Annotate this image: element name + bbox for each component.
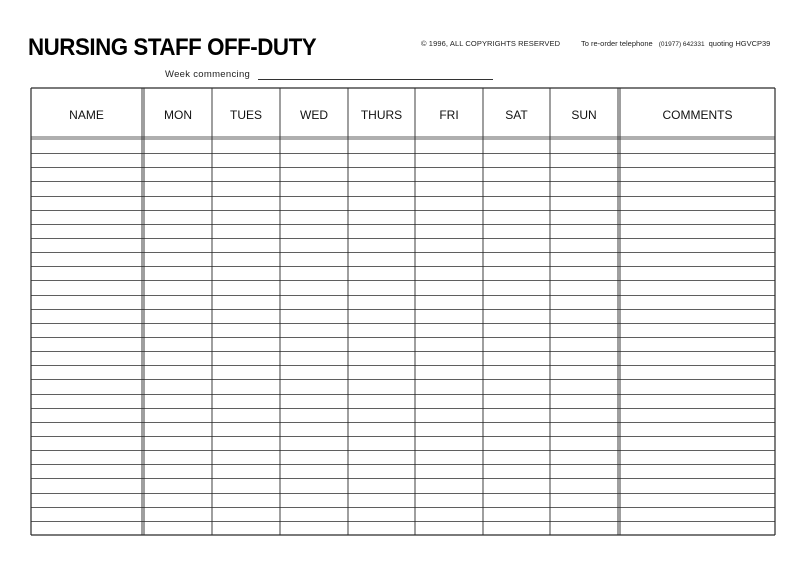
cell-fri[interactable]	[416, 522, 482, 534]
cell-comments[interactable]	[619, 253, 774, 265]
cell-thurs[interactable]	[349, 168, 414, 180]
cell-thurs[interactable]	[349, 338, 414, 350]
cell-thurs[interactable]	[349, 324, 414, 336]
cell-sun[interactable]	[551, 508, 617, 520]
cell-sat[interactable]	[484, 296, 549, 308]
cell-comments[interactable]	[619, 324, 774, 336]
cell-thurs[interactable]	[349, 310, 414, 322]
column-header-mon: MON	[164, 108, 192, 122]
cell-sun[interactable]	[551, 197, 617, 209]
cell-sun[interactable]	[551, 338, 617, 350]
cell-name[interactable]	[32, 352, 141, 364]
cell-thurs[interactable]	[349, 451, 414, 463]
cell-name[interactable]	[32, 479, 141, 491]
cell-mon[interactable]	[143, 423, 211, 435]
cell-tues[interactable]	[213, 281, 279, 293]
cell-name[interactable]	[32, 267, 141, 279]
cell-tues[interactable]	[213, 239, 279, 251]
cell-comments[interactable]	[619, 380, 774, 392]
cell-sat[interactable]	[484, 253, 549, 265]
cell-name[interactable]	[32, 225, 141, 237]
cell-comments[interactable]	[619, 451, 774, 463]
cell-sat[interactable]	[484, 140, 549, 152]
cell-sat[interactable]	[484, 338, 549, 350]
cell-wed[interactable]	[281, 324, 347, 336]
cell-name[interactable]	[32, 465, 141, 477]
cell-name[interactable]	[32, 168, 141, 180]
reorder-quote: quoting HGVCP39	[708, 39, 771, 48]
cell-thurs[interactable]	[349, 395, 414, 407]
cell-name[interactable]	[32, 508, 141, 520]
cell-fri[interactable]	[416, 197, 482, 209]
cell-sun[interactable]	[551, 352, 617, 364]
cell-thurs[interactable]	[349, 508, 414, 520]
cell-wed[interactable]	[281, 154, 347, 166]
cell-mon[interactable]	[143, 211, 211, 223]
cell-thurs[interactable]	[349, 140, 414, 152]
cell-fri[interactable]	[416, 508, 482, 520]
cell-tues[interactable]	[213, 494, 279, 506]
cell-wed[interactable]	[281, 239, 347, 251]
cell-sat[interactable]	[484, 451, 549, 463]
cell-fri[interactable]	[416, 465, 482, 477]
cell-sun[interactable]	[551, 423, 617, 435]
cell-fri[interactable]	[416, 296, 482, 308]
cell-mon[interactable]	[143, 465, 211, 477]
cell-name[interactable]	[32, 409, 141, 421]
column-header-name: NAME	[69, 108, 104, 122]
cell-comments[interactable]	[619, 423, 774, 435]
cell-name[interactable]	[32, 253, 141, 265]
cell-wed[interactable]	[281, 451, 347, 463]
cell-comments[interactable]	[619, 508, 774, 520]
cell-sun[interactable]	[551, 296, 617, 308]
cell-name[interactable]	[32, 140, 141, 152]
cell-mon[interactable]	[143, 225, 211, 237]
cell-fri[interactable]	[416, 366, 482, 378]
cell-thurs[interactable]	[349, 423, 414, 435]
cell-wed[interactable]	[281, 508, 347, 520]
cell-mon[interactable]	[143, 197, 211, 209]
cell-tues[interactable]	[213, 154, 279, 166]
cell-sun[interactable]	[551, 310, 617, 322]
cell-tues[interactable]	[213, 366, 279, 378]
cell-sat[interactable]	[484, 239, 549, 251]
cell-comments[interactable]	[619, 409, 774, 421]
cell-thurs[interactable]	[349, 281, 414, 293]
cell-sun[interactable]	[551, 267, 617, 279]
cell-thurs[interactable]	[349, 267, 414, 279]
cell-name[interactable]	[32, 211, 141, 223]
cell-wed[interactable]	[281, 140, 347, 152]
cell-fri[interactable]	[416, 380, 482, 392]
cell-wed[interactable]	[281, 211, 347, 223]
cell-thurs[interactable]	[349, 253, 414, 265]
cell-sat[interactable]	[484, 522, 549, 534]
cell-wed[interactable]	[281, 366, 347, 378]
cell-sat[interactable]	[484, 324, 549, 336]
cell-wed[interactable]	[281, 197, 347, 209]
cell-comments[interactable]	[619, 225, 774, 237]
cell-comments[interactable]	[619, 366, 774, 378]
cell-mon[interactable]	[143, 409, 211, 421]
cell-thurs[interactable]	[349, 239, 414, 251]
cell-comments[interactable]	[619, 479, 774, 491]
cell-sun[interactable]	[551, 395, 617, 407]
cell-sun[interactable]	[551, 154, 617, 166]
cell-tues[interactable]	[213, 253, 279, 265]
cell-sun[interactable]	[551, 479, 617, 491]
cell-wed[interactable]	[281, 380, 347, 392]
cell-thurs[interactable]	[349, 154, 414, 166]
cell-thurs[interactable]	[349, 182, 414, 194]
cell-comments[interactable]	[619, 296, 774, 308]
cell-wed[interactable]	[281, 522, 347, 534]
cell-fri[interactable]	[416, 239, 482, 251]
cell-fri[interactable]	[416, 182, 482, 194]
cell-comments[interactable]	[619, 197, 774, 209]
cell-comments[interactable]	[619, 211, 774, 223]
cell-mon[interactable]	[143, 168, 211, 180]
cell-sat[interactable]	[484, 423, 549, 435]
cell-wed[interactable]	[281, 253, 347, 265]
cell-tues[interactable]	[213, 197, 279, 209]
cell-tues[interactable]	[213, 465, 279, 477]
cell-wed[interactable]	[281, 182, 347, 194]
cell-sat[interactable]	[484, 281, 549, 293]
cell-comments[interactable]	[619, 395, 774, 407]
cell-sun[interactable]	[551, 281, 617, 293]
cell-tues[interactable]	[213, 168, 279, 180]
cell-sat[interactable]	[484, 182, 549, 194]
cell-tues[interactable]	[213, 508, 279, 520]
cell-comments[interactable]	[619, 267, 774, 279]
cell-fri[interactable]	[416, 211, 482, 223]
cell-name[interactable]	[32, 437, 141, 449]
cell-sun[interactable]	[551, 324, 617, 336]
cell-sun[interactable]	[551, 239, 617, 251]
cell-wed[interactable]	[281, 168, 347, 180]
cell-name[interactable]	[32, 310, 141, 322]
cell-mon[interactable]	[143, 140, 211, 152]
cell-fri[interactable]	[416, 310, 482, 322]
cell-wed[interactable]	[281, 494, 347, 506]
cell-fri[interactable]	[416, 281, 482, 293]
cell-wed[interactable]	[281, 479, 347, 491]
cell-tues[interactable]	[213, 296, 279, 308]
cell-sun[interactable]	[551, 253, 617, 265]
cell-comments[interactable]	[619, 437, 774, 449]
cell-mon[interactable]	[143, 508, 211, 520]
cell-tues[interactable]	[213, 140, 279, 152]
cell-thurs[interactable]	[349, 409, 414, 421]
cell-sun[interactable]	[551, 211, 617, 223]
column-header-wed: WED	[300, 108, 328, 122]
cell-comments[interactable]	[619, 352, 774, 364]
cell-thurs[interactable]	[349, 380, 414, 392]
column-header-thurs: THURS	[360, 108, 403, 122]
cell-mon[interactable]	[143, 522, 211, 534]
cell-sat[interactable]	[484, 508, 549, 520]
cell-comments[interactable]	[619, 281, 774, 293]
cell-name[interactable]	[32, 366, 141, 378]
cell-sat[interactable]	[484, 168, 549, 180]
cell-fri[interactable]	[416, 409, 482, 421]
form-title: NURSING STAFF OFF-DUTY	[28, 34, 317, 61]
cell-thurs[interactable]	[349, 211, 414, 223]
cell-thurs[interactable]	[349, 197, 414, 209]
cell-tues[interactable]	[213, 338, 279, 350]
cell-tues[interactable]	[213, 395, 279, 407]
cell-fri[interactable]	[416, 437, 482, 449]
cell-name[interactable]	[32, 281, 141, 293]
cell-tues[interactable]	[213, 352, 279, 364]
cell-sat[interactable]	[484, 479, 549, 491]
cell-tues[interactable]	[213, 380, 279, 392]
cell-mon[interactable]	[143, 324, 211, 336]
cell-sat[interactable]	[484, 154, 549, 166]
cell-comments[interactable]	[619, 140, 774, 152]
cell-sun[interactable]	[551, 168, 617, 180]
cell-sun[interactable]	[551, 140, 617, 152]
cell-tues[interactable]	[213, 437, 279, 449]
cell-name[interactable]	[32, 324, 141, 336]
cell-thurs[interactable]	[349, 296, 414, 308]
cell-mon[interactable]	[143, 352, 211, 364]
cell-sat[interactable]	[484, 352, 549, 364]
cell-name[interactable]	[32, 338, 141, 350]
cell-sat[interactable]	[484, 395, 549, 407]
cell-thurs[interactable]	[349, 437, 414, 449]
cell-wed[interactable]	[281, 437, 347, 449]
cell-name[interactable]	[32, 494, 141, 506]
cell-name[interactable]	[32, 239, 141, 251]
cell-name[interactable]	[32, 451, 141, 463]
cell-thurs[interactable]	[349, 479, 414, 491]
cell-wed[interactable]	[281, 296, 347, 308]
cell-fri[interactable]	[416, 494, 482, 506]
cell-sat[interactable]	[484, 409, 549, 421]
cell-mon[interactable]	[143, 479, 211, 491]
cell-thurs[interactable]	[349, 522, 414, 534]
cell-sat[interactable]	[484, 267, 549, 279]
cell-tues[interactable]	[213, 182, 279, 194]
cell-sun[interactable]	[551, 494, 617, 506]
cell-wed[interactable]	[281, 423, 347, 435]
column-header-sat: SAT	[505, 108, 528, 122]
cell-fri[interactable]	[416, 140, 482, 152]
cell-sun[interactable]	[551, 380, 617, 392]
cell-wed[interactable]	[281, 310, 347, 322]
reorder-label: To re-order telephone	[581, 39, 653, 48]
cell-fri[interactable]	[416, 168, 482, 180]
cell-tues[interactable]	[213, 479, 279, 491]
cell-fri[interactable]	[416, 225, 482, 237]
cell-sat[interactable]	[484, 494, 549, 506]
cell-comments[interactable]	[619, 239, 774, 251]
cell-thurs[interactable]	[349, 465, 414, 477]
cell-mon[interactable]	[143, 154, 211, 166]
cell-tues[interactable]	[213, 211, 279, 223]
cell-tues[interactable]	[213, 310, 279, 322]
cell-sat[interactable]	[484, 437, 549, 449]
cell-sat[interactable]	[484, 380, 549, 392]
cell-name[interactable]	[32, 380, 141, 392]
cell-sat[interactable]	[484, 366, 549, 378]
column-header-fri: FRI	[439, 108, 459, 122]
cell-mon[interactable]	[143, 338, 211, 350]
cell-comments[interactable]	[619, 182, 774, 194]
cell-sat[interactable]	[484, 310, 549, 322]
cell-sun[interactable]	[551, 409, 617, 421]
cell-wed[interactable]	[281, 395, 347, 407]
cell-tues[interactable]	[213, 225, 279, 237]
reorder-phone: (01977) 642331	[658, 41, 705, 48]
cell-tues[interactable]	[213, 324, 279, 336]
cell-mon[interactable]	[143, 366, 211, 378]
cell-wed[interactable]	[281, 409, 347, 421]
cell-mon[interactable]	[143, 267, 211, 279]
cell-sun[interactable]	[551, 437, 617, 449]
cell-sun[interactable]	[551, 182, 617, 194]
cell-mon[interactable]	[143, 395, 211, 407]
cell-wed[interactable]	[281, 281, 347, 293]
cell-sun[interactable]	[551, 451, 617, 463]
cell-thurs[interactable]	[349, 366, 414, 378]
cell-tues[interactable]	[213, 409, 279, 421]
column-header-tues: TUES	[229, 108, 262, 122]
cell-wed[interactable]	[281, 267, 347, 279]
cell-mon[interactable]	[143, 253, 211, 265]
cell-sun[interactable]	[551, 522, 617, 534]
cell-mon[interactable]	[143, 380, 211, 392]
cell-mon[interactable]	[143, 437, 211, 449]
cell-name[interactable]	[32, 423, 141, 435]
week-commencing-label: Week commencing	[165, 69, 251, 80]
copyright-notice: © 1996, ALL COPYRIGHTS RESERVED	[421, 39, 561, 48]
cell-fri[interactable]	[416, 338, 482, 350]
cell-tues[interactable]	[213, 423, 279, 435]
cell-sat[interactable]	[484, 465, 549, 477]
cell-comments[interactable]	[619, 465, 774, 477]
cell-thurs[interactable]	[349, 352, 414, 364]
cell-comments[interactable]	[619, 154, 774, 166]
cell-tues[interactable]	[213, 451, 279, 463]
cell-mon[interactable]	[143, 310, 211, 322]
cell-wed[interactable]	[281, 465, 347, 477]
cell-mon[interactable]	[143, 451, 211, 463]
cell-name[interactable]	[32, 182, 141, 194]
cell-comments[interactable]	[619, 310, 774, 322]
cell-mon[interactable]	[143, 494, 211, 506]
cell-wed[interactable]	[281, 338, 347, 350]
cell-wed[interactable]	[281, 225, 347, 237]
cell-comments[interactable]	[619, 338, 774, 350]
cell-thurs[interactable]	[349, 494, 414, 506]
cell-fri[interactable]	[416, 423, 482, 435]
cell-sat[interactable]	[484, 211, 549, 223]
cell-comments[interactable]	[619, 522, 774, 534]
cell-fri[interactable]	[416, 451, 482, 463]
cell-fri[interactable]	[416, 253, 482, 265]
cell-sun[interactable]	[551, 366, 617, 378]
cell-fri[interactable]	[416, 267, 482, 279]
cell-mon[interactable]	[143, 239, 211, 251]
cell-sun[interactable]	[551, 225, 617, 237]
cell-tues[interactable]	[213, 522, 279, 534]
cell-fri[interactable]	[416, 324, 482, 336]
cell-fri[interactable]	[416, 352, 482, 364]
cell-wed[interactable]	[281, 352, 347, 364]
cell-tues[interactable]	[213, 267, 279, 279]
cell-comments[interactable]	[619, 494, 774, 506]
cell-fri[interactable]	[416, 395, 482, 407]
cell-sun[interactable]	[551, 465, 617, 477]
cell-mon[interactable]	[143, 296, 211, 308]
cell-name[interactable]	[32, 395, 141, 407]
column-header-comments: COMMENTS	[662, 108, 733, 122]
cell-fri[interactable]	[416, 154, 482, 166]
cell-mon[interactable]	[143, 281, 211, 293]
cell-sat[interactable]	[484, 225, 549, 237]
cell-mon[interactable]	[143, 182, 211, 194]
cell-fri[interactable]	[416, 479, 482, 491]
cell-name[interactable]	[32, 522, 141, 534]
cell-name[interactable]	[32, 197, 141, 209]
cell-thurs[interactable]	[349, 225, 414, 237]
cell-name[interactable]	[32, 154, 141, 166]
column-header-sun: SUN	[571, 108, 597, 122]
cell-name[interactable]	[32, 296, 141, 308]
cell-sat[interactable]	[484, 197, 549, 209]
cell-comments[interactable]	[619, 168, 774, 180]
